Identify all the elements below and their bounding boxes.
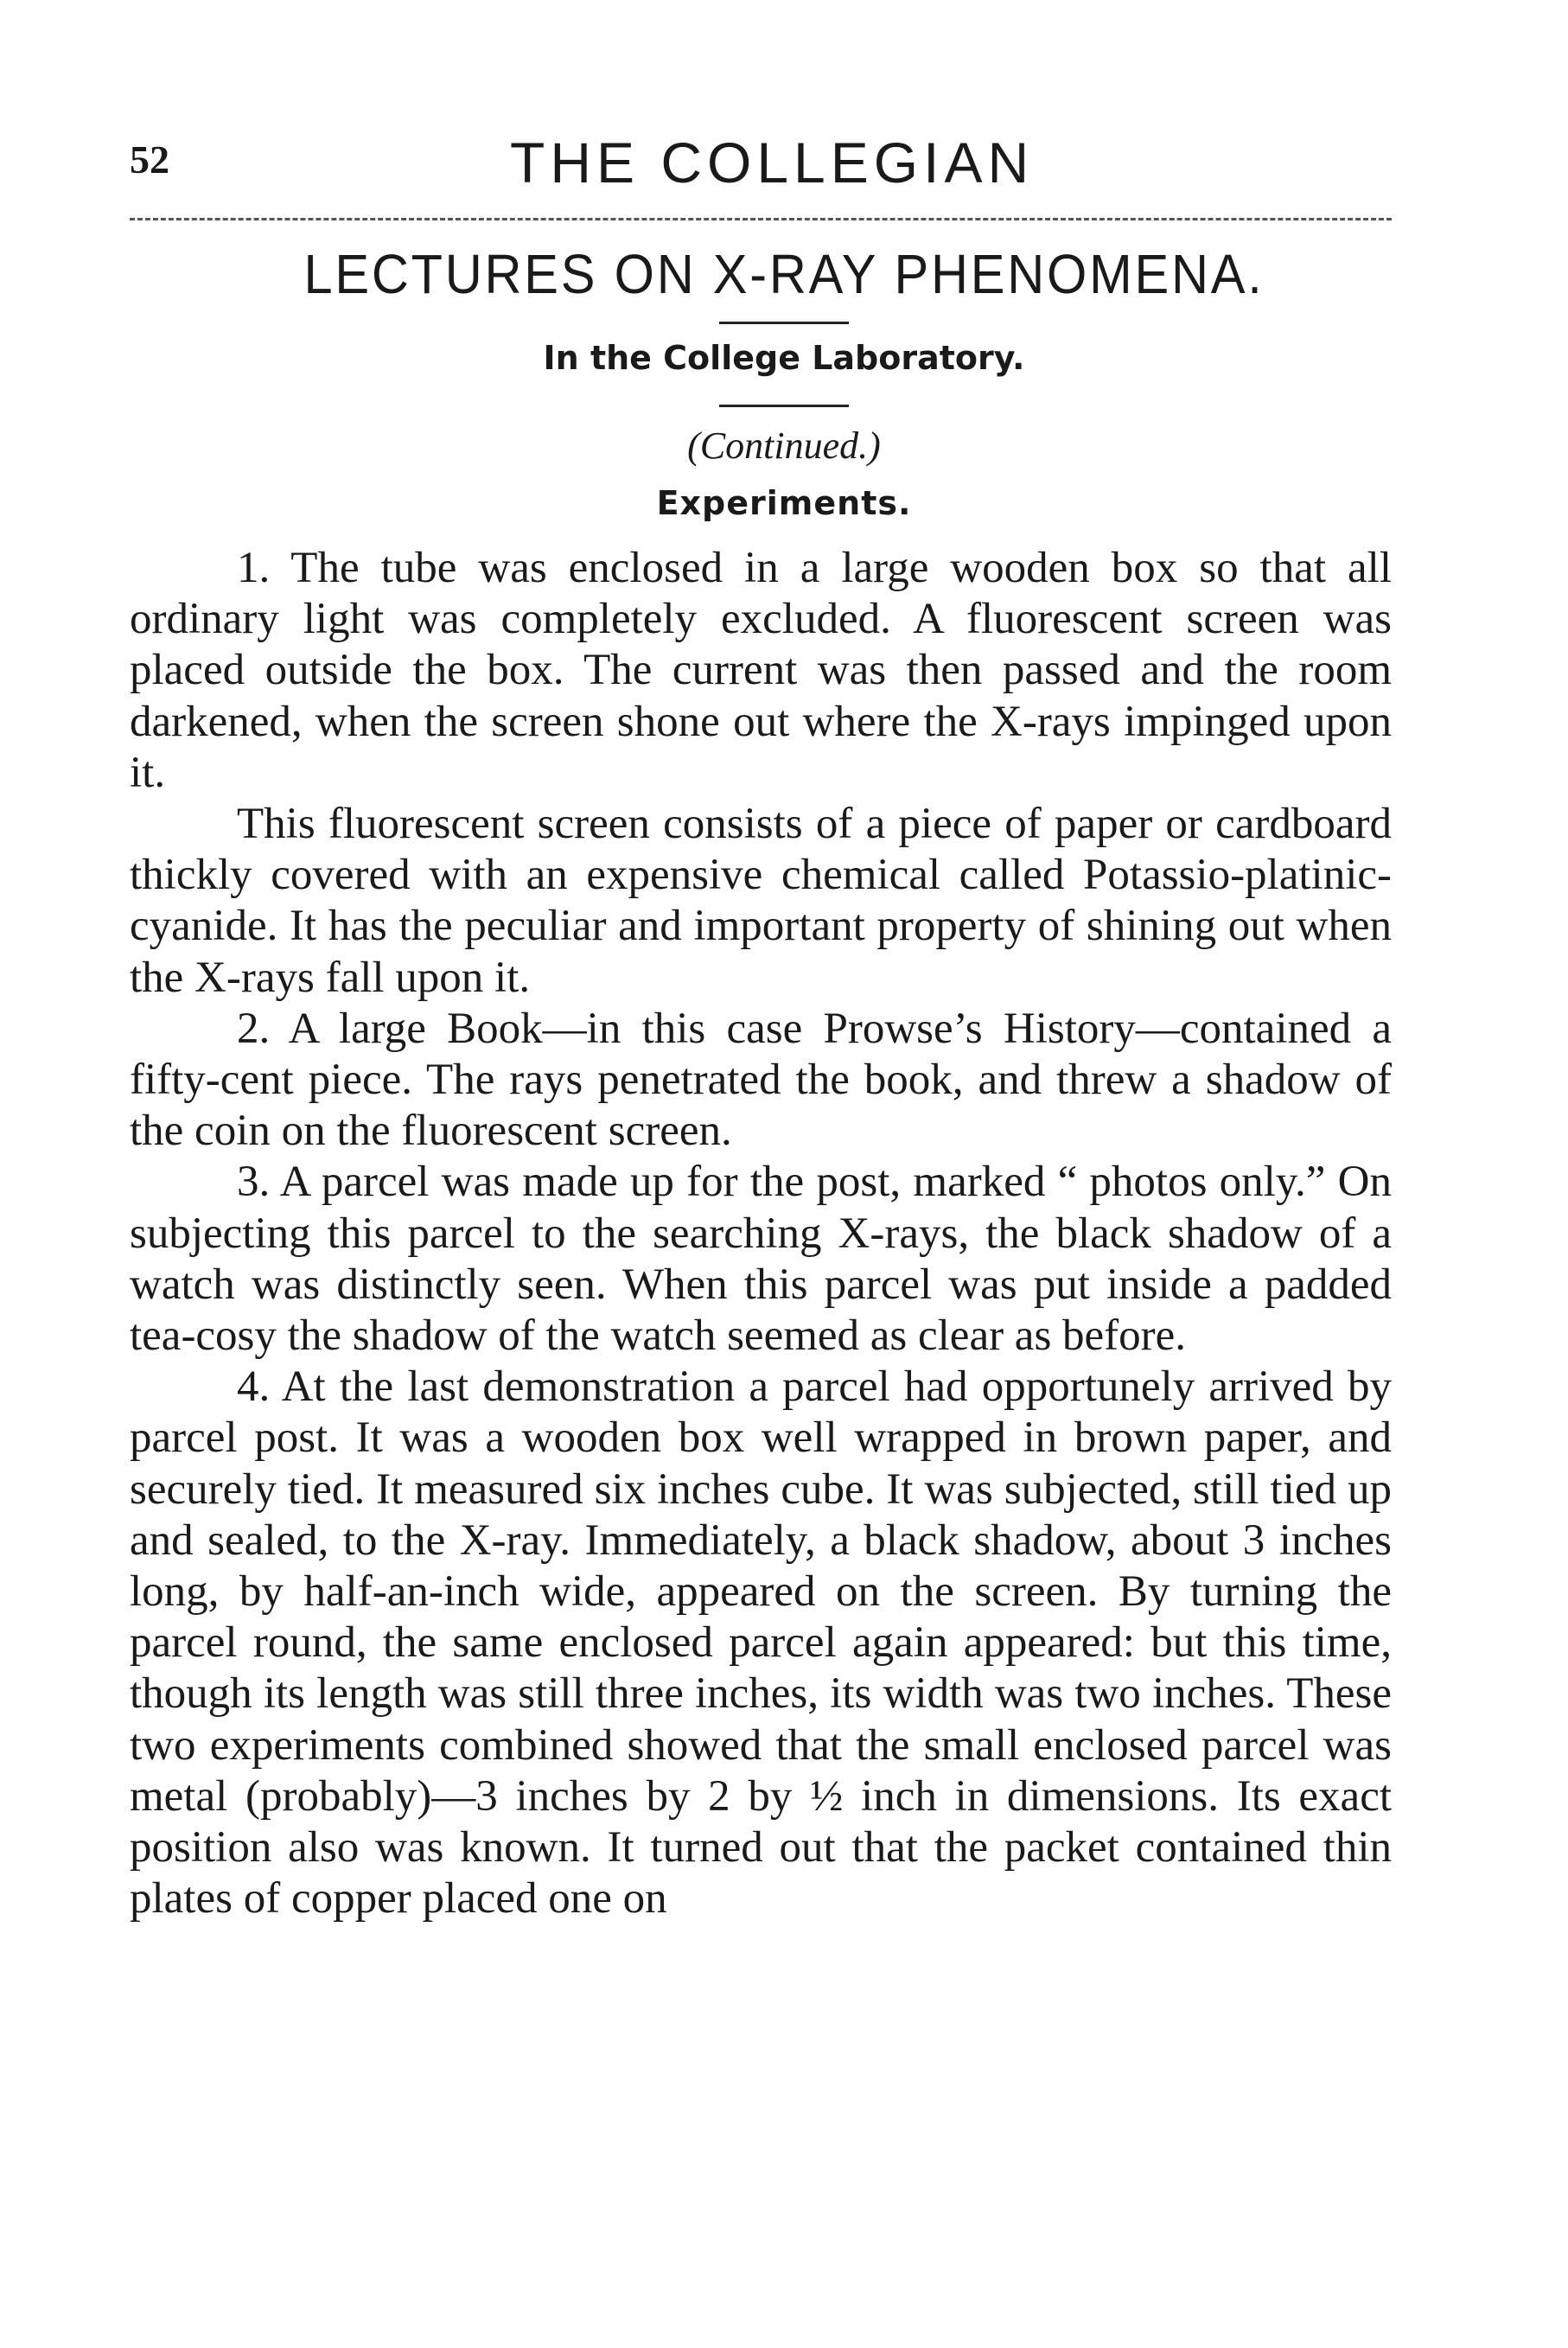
journal-title: THE COLLEGIAN (510, 131, 1035, 195)
header-rule (130, 218, 1392, 220)
continued-note: (Continued.) (687, 424, 881, 467)
title-rule (719, 322, 849, 324)
section-heading: Experiments. (656, 484, 912, 522)
article-title: LECTURES ON X-RAY PHENOMENA. (303, 243, 1265, 305)
paragraph-experiment-2: 2. A large Book—in this case Prowse’s History—contained a fifty-cent piece. The rays penetrated the book, and threw a shadow of the coin on the fluorescent screen. (130, 1004, 1392, 1156)
page-number: 52 (130, 137, 169, 182)
paragraph-experiment-1: 1. The tube was enclosed in a large wooden box so that all ordinary light was completely excluded. A fluorescent screen was placed outside the box. The current was then passed and the room darkened, when the screen shone out where the X-rays impinged upon it. (130, 544, 1392, 797)
subtitle-rule (719, 405, 849, 407)
article-body (130, 543, 1392, 1924)
article-subtitle: In the College Laboratory. (543, 339, 1025, 377)
paragraph-experiment-3: 3. A parcel was made up for the post, marked “ photos only.” On subjecting this parcel to the searching X-rays, the black shadow of a watch was distinctly seen. When this parcel was put inside a padded tea-cosy the shadow of the watch seemed as clear as before. (130, 1158, 1392, 1361)
paragraph-experiment-4: 4. At the last demonstration a parcel had opportunely arrived by parcel post. It was a wooden box well wrapped in brown paper, and securely tied. It measured six inches cube. It was subjected, still tied up and sealed, to the X-ray. Immediately, a black shadow, about 3 inches long, by half-an-inch wide, appeared on the screen. By turning the parcel round, the same enclosed parcel again appeared: but this time, though its length was still three inches, its width was two inches. These two experiments combined showed that the small enclosed parcel was metal (probably)—3 inches by 2 by ½ inch in dimensions. Its exact position also was known. It turned out that the packet contained thin plates of copper placed one on (130, 1362, 1392, 1924)
running-head (130, 130, 1383, 199)
paragraph-screen-description: This fluorescent screen consists of a piece of paper or cardboard thickly covered with an expensive chemical called Potassio-platinic-cyanide. It has the peculiar and important property of shining out when the X-rays fall upon it. (130, 800, 1392, 1002)
